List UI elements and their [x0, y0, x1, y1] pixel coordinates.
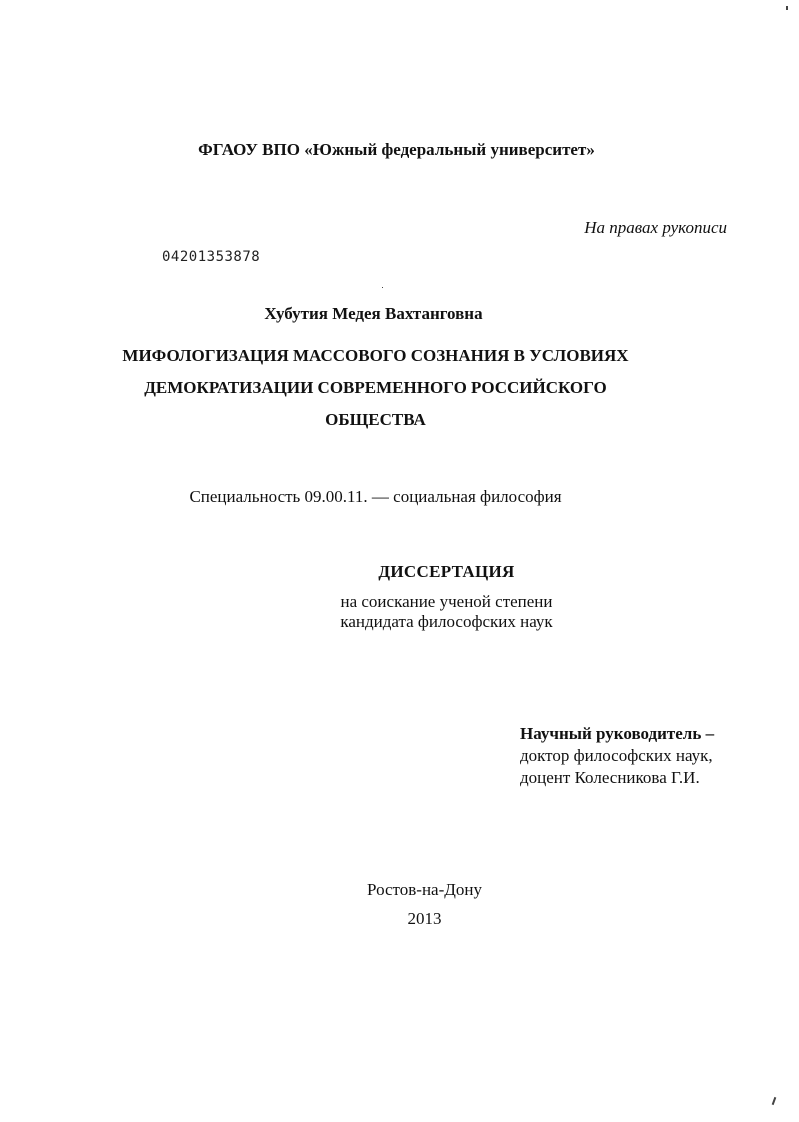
supervisor-name: доцент Колесникова Г.И. — [520, 768, 700, 787]
catalog-number: 04201353878 — [162, 249, 261, 265]
institution-name: ФГАОУ ВПО «Южный федеральный университет» — [198, 140, 595, 159]
degree-line: на соискание ученой степени — [340, 592, 553, 611]
title-line: ОБЩЕСТВА — [325, 410, 426, 429]
degree-description — [47, 592, 799, 632]
dissertation-title — [0, 340, 775, 436]
city: Ростов-на-Дону — [367, 880, 482, 899]
rights-note: На правах рукописи — [584, 218, 727, 237]
year: 2013 — [407, 909, 442, 928]
scan-speck — [786, 6, 788, 10]
specialty: Специальность 09.00.11. — социальная философия — [189, 487, 562, 506]
degree-line: кандидата философских наук — [340, 612, 553, 631]
supervisor-label: Научный руководитель – — [520, 724, 715, 743]
author-name: Хубутия Медея Вахтанговна — [264, 304, 483, 323]
title-line: ДЕМОКРАТИЗАЦИИ СОВРЕМЕННОГО РОССИЙСКОГО — [144, 378, 607, 397]
document-type: ДИССЕРТАЦИЯ — [378, 562, 515, 581]
title-line: МИФОЛОГИЗАЦИЯ МАССОВОГО СОЗНАНИЯ В УСЛОВИЯХ — [122, 346, 629, 365]
supervisor-degree: доктор философских наук, — [520, 746, 713, 765]
scan-speck — [382, 287, 383, 288]
scan-speck — [772, 1097, 777, 1105]
supervisor-block — [520, 723, 714, 789]
